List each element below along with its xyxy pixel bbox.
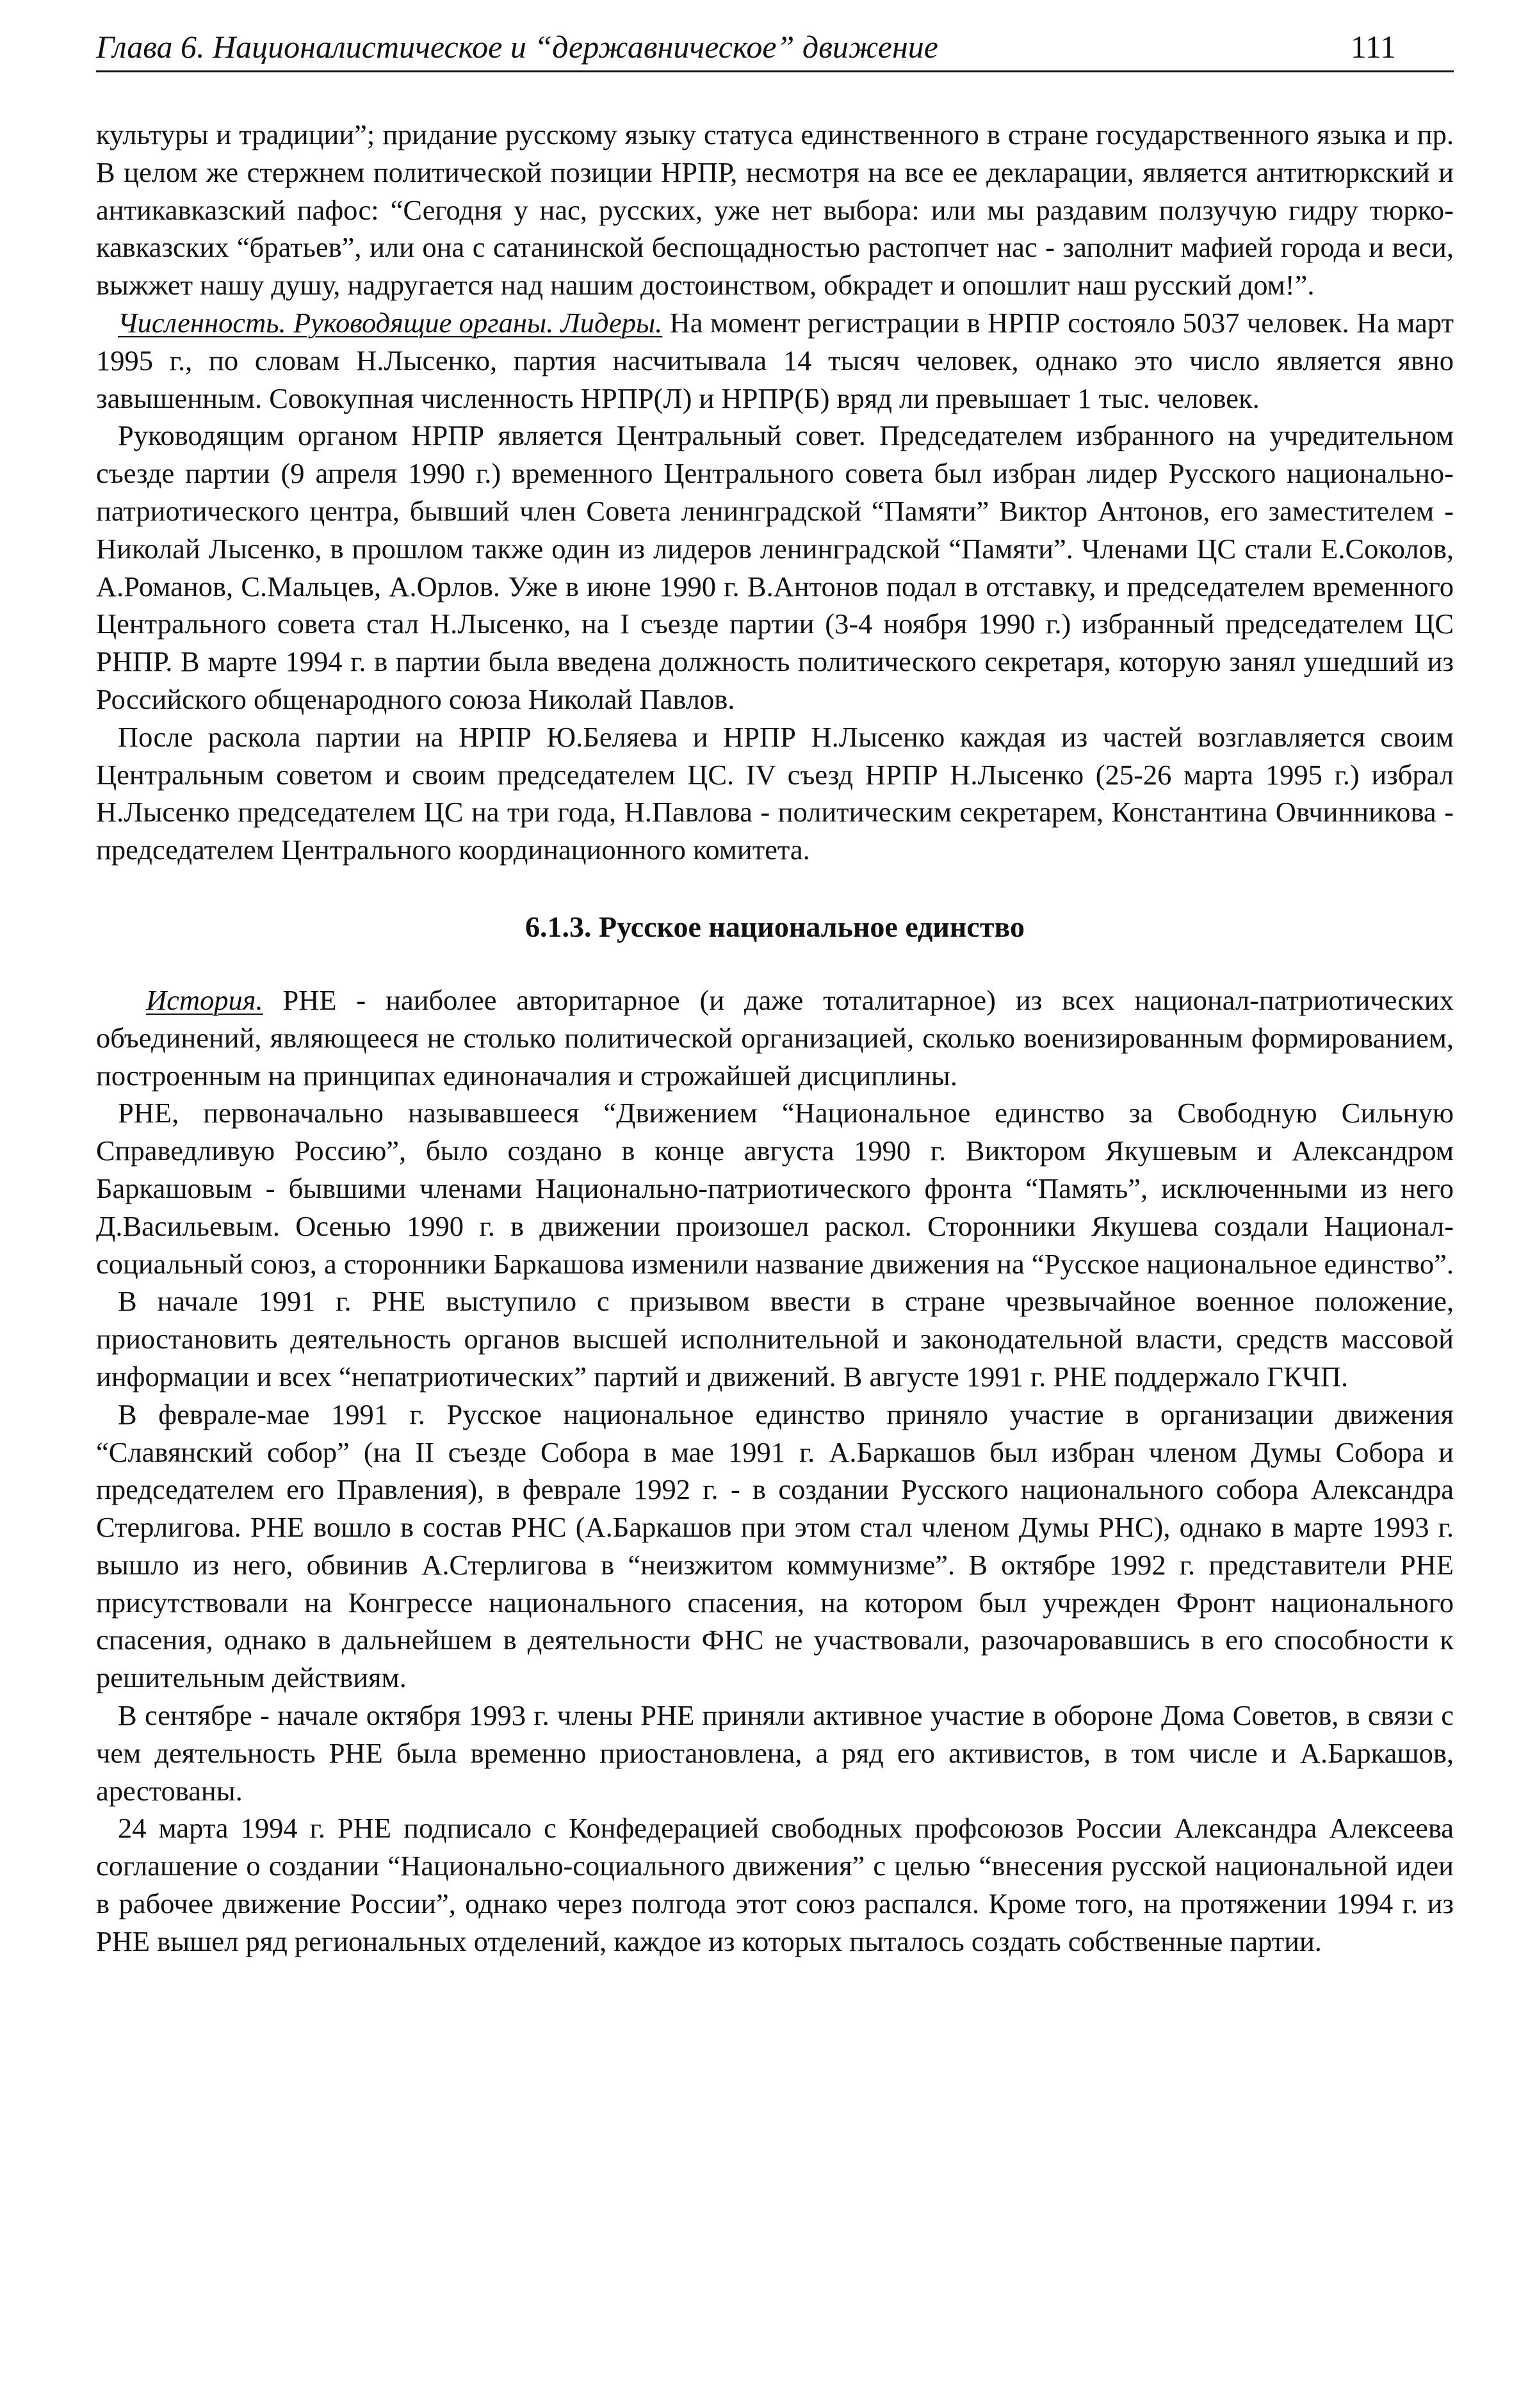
- paragraph-text: В начале 1991 г. РНЕ выступило с призывом ввести в стране чрезвычайное военное положение, приостановить деятельность органов высшей исполнительной и законодательной власти, средств массовой информации и всех “непатриотических” партий и движений. В августе 1991 г. РНЕ поддержало ГКЧП.: [96, 1285, 1454, 1393]
- paragraph-text: культуры и традиции”; придание русскому языку статуса единственного в стране государственного языка и пр. В целом же стержнем политической позиции НРПР, несмотря на все ее декларации, является антитюркский и антикавказский пафос: “Сегодня у нас, русских, уже нет выбора: или мы раздавим ползучую гидру тюрко-кавказских “братьев”, или она с сатанинской беспощадностью растопчет нас - заполнит мафией города и веси, выжжет нашу душу, надругается над нашим достоинством, обкрадет и опошлит наш русский дом!”.: [96, 118, 1454, 302]
- paragraph-text: В сентябре - начале октября 1993 г. члены РНЕ приняли активное участие в обороне Дома Советов, в связи с чем деятельность РНЕ была временно приостановлена, а ряд его активистов, в том числе и А.Баркашов, арестованы.: [96, 1699, 1454, 1807]
- run-in-heading: История.: [146, 983, 263, 1016]
- book-page: [96, 19, 1454, 1960]
- paragraph-text: Руководящим органом НРПР является Центральный совет. Председателем избранного на учредительном съезде партии (9 апреля 1990 г.) временного Центрального совета был избран лидер Русского национально-патриотического центра, бывший член Совета ленинградской “Памяти” Виктор Антонов, его заместителем - Николай Лысенко, в прошлом также один из лидеров ленинградской “Памяти”. Членами ЦС стали Е.Соколов, А.Романов, С.Мальцев, А.Орлов. Уже в июне 1990 г. В.Антонов подал в отставку, и председателем временного Центрального совета стал Н.Лысенко, на I съезде партии (3-4 ноября 1990 г.) избранный председателем ЦС РНПР. В марте 1994 г. в партии была введена должность политического секретаря, которую занял ушедший из Российского общенародного союза Николай Павлов.: [96, 419, 1454, 715]
- paragraph: [96, 1396, 1454, 1697]
- paragraph: [96, 982, 1454, 1094]
- paragraph-text: После раскола партии на НРПР Ю.Беляева и НРПР Н.Лысенко каждая из частей возглавляется своим Центральным советом и своим председателем ЦС. IV съезд НРПР Н.Лысенко (25-26 марта 1995 г.) избрал Н.Лысенко председателем ЦС на три года, Н.Павлова - политическим секретарем, Константина Овчинникова - председателем Центрального координационного комитета.: [96, 720, 1454, 866]
- paragraph-text: В феврале-мае 1991 г. Русское национальное единство приняло участие в организации движения “Славянский собор” (на II съезде Собора в мае 1991 г. А.Баркашов был избран членом Думы Собора и председателем его Правления), в феврале 1992 г. - в создании Русского национального собора Александра Стерлигова. РНЕ вошло в состав РНС (А.Баркашов при этом стал членом Думы РНС), однако в марте 1993 г. вышло из него, обвинив А.Стерлигова в “неизжитом коммунизме”. В октябре 1992 г. представители РНЕ присутствовали на Конгрессе национального спасения, на котором был учрежден Фронт национального спасения, однако в дальнейшем в деятельности ФНС не участвовали, разочаровавшись в его способности к решительным действиям.: [96, 1398, 1454, 1694]
- paragraph-text: РНЕ - наиболее авторитарное (и даже тоталитарное) из всех национал-патриотических объединений, являющееся не столько политической организацией, сколько военизированным формированием, построенным на принципах единоначалия и строжайшей дисциплины.: [96, 983, 1454, 1092]
- paragraph: [96, 116, 1454, 304]
- paragraph: [96, 1282, 1454, 1395]
- run-in-heading: Численность. Руководящие органы. Лидеры.: [118, 306, 663, 339]
- running-title: Глава 6. Националистическое и “державническое” движение: [96, 29, 938, 65]
- paragraph: [96, 1697, 1454, 1809]
- paragraph-text: РНЕ, первоначально называвшееся “Движением “Национальное единство за Свободную Сильную Справедливую Россию”, было создано в конце августа 1990 г. Виктором Якушевым и Александром Баркашовым - бывшими членами Национально-патриотического фронта “Память”, исключенными из него Д.Васильевым. Осенью 1990 г. в движении произошел раскол. Сторонники Якушева создали Национал-социальный союз, а сторонники Баркашова изменили название движения на “Русское национальное единство”.: [96, 1097, 1454, 1280]
- paragraph: [96, 1094, 1454, 1282]
- paragraph: [96, 1809, 1454, 1960]
- paragraph: [96, 718, 1454, 869]
- section-heading: 6.1.3. Русское национальное единство: [525, 910, 1025, 943]
- paragraph-text: 24 марта 1994 г. РНЕ подписало с Конфедерацией свободных профсоюзов России Александра Алексеева соглашение о создании “Национально-социального движения” с целью “внесения русской национальной идеи в рабочее движение России”, однако через полгода этот союз распался. Кроме того, на протяжении 1994 г. из РНЕ вышел ряд региональных отделений, каждое из которых пыталось создать собственные партии.: [96, 1812, 1454, 1957]
- running-header: [96, 19, 1454, 72]
- paragraph: [96, 304, 1454, 417]
- paragraph-text: На момент регистрации в НРПР состояло 5037 человек. На март 1995 г., по словам Н.Лысенко, партия насчитывала 14 тысяч человек, однако это число является явно завышенным. Совокупная численность НРПР(Л) и НРПР(Б) вряд ли превышает 1 тыс. человек.: [96, 306, 1454, 414]
- page-number: 111: [1350, 29, 1396, 65]
- body-text: [96, 116, 1454, 1960]
- paragraph: [96, 417, 1454, 718]
